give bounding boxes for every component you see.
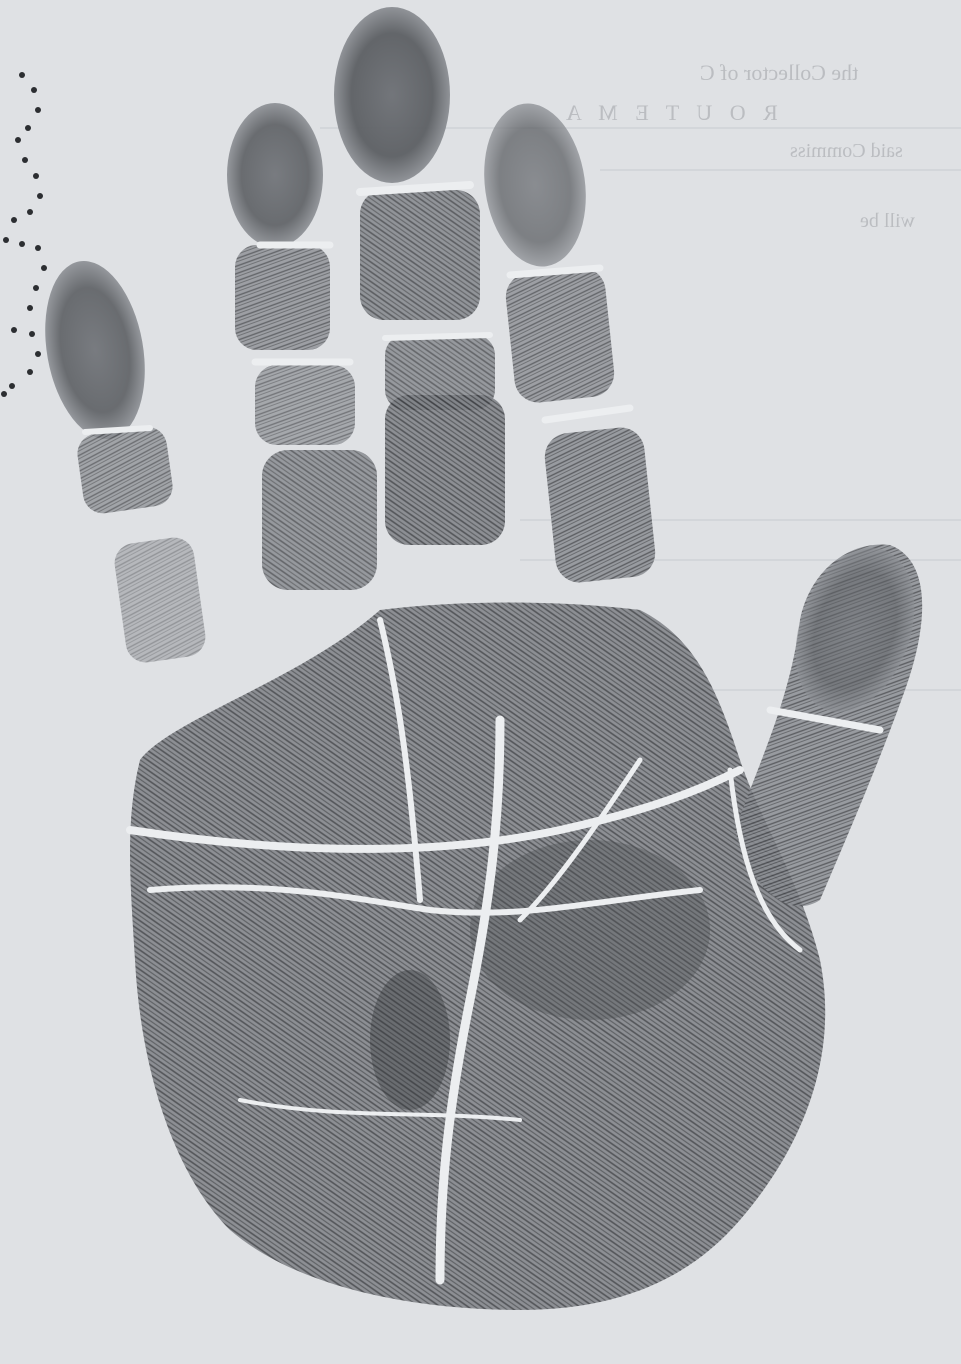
bleed-text-line-3: said Commiss bbox=[790, 140, 903, 162]
bleed-text-line-4: will be bbox=[860, 210, 915, 232]
bleed-text-line-2: R O U T E M A bbox=[560, 100, 778, 125]
bleed-text-line-1: the Collector of C bbox=[700, 60, 859, 85]
